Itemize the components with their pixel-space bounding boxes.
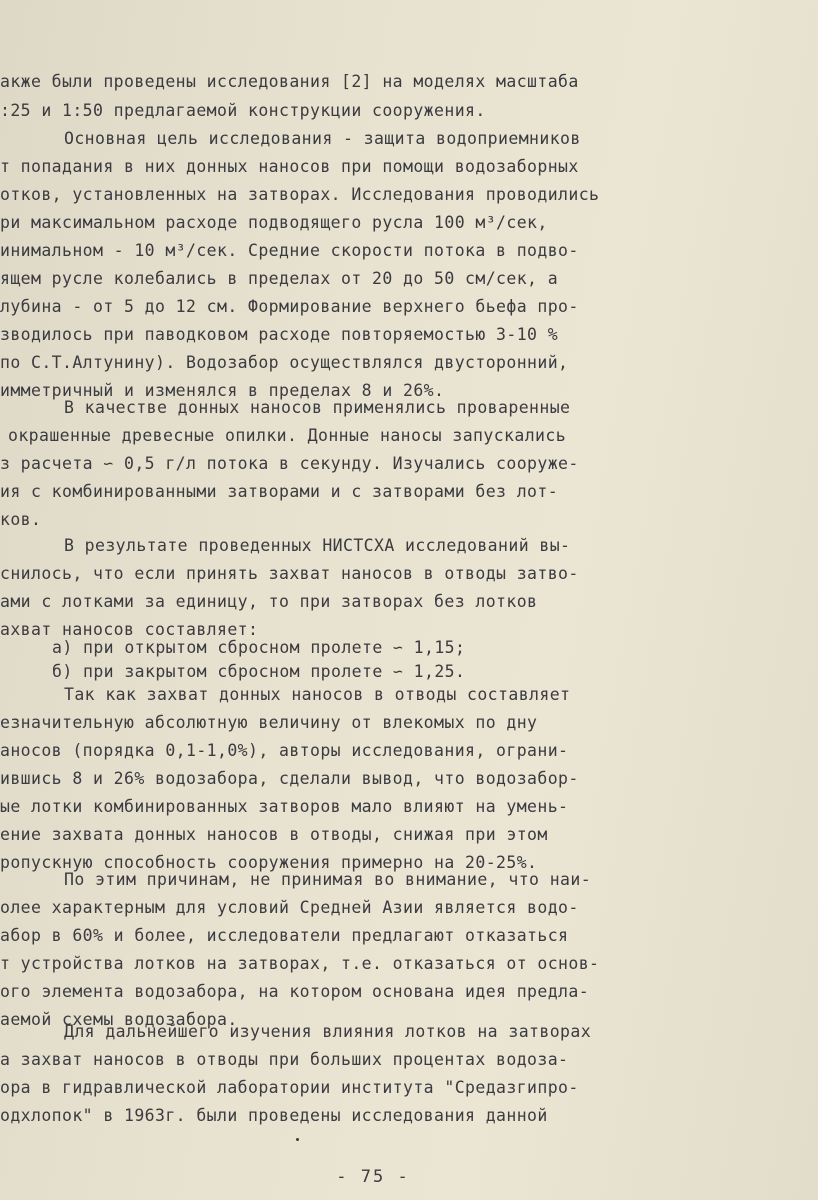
text-line: ого элемента водозабора, на котором основана идея предла- xyxy=(0,982,590,1001)
text-line: езначительную абсолютную величину от влекомых по дну xyxy=(0,713,538,732)
text-line: ропускную способность сооружения примерно на 20-25%. xyxy=(0,853,538,872)
text-line: :25 и 1:50 предлагаемой конструкции сооружения. xyxy=(0,101,486,120)
text-line: абор в 60% и более, исследователи предлагают отказаться xyxy=(0,926,569,945)
text-line: ами с лотками за единицу, то при затворах без лотков xyxy=(0,592,538,611)
text-line: ящем русле колебались в пределах от 20 до 50 см/сек, а xyxy=(0,269,559,288)
text-line: зводилось при паводковом расходе повторяемостью 3-10 % xyxy=(0,325,559,344)
text-line: Основная цель исследования - защита водоприемников xyxy=(64,129,581,148)
text-line: акже были проведены исследования [2] на моделях масштаба xyxy=(0,72,579,91)
text-line: а захват наносов в отводы при больших процентах водоза- xyxy=(0,1050,569,1069)
text-line: Так как захват донных наносов в отводы составляет xyxy=(64,685,571,704)
text-line: инимальном - 10 м³/сек. Средние скорости потока в подво- xyxy=(0,241,579,260)
text-line: аносов (порядка 0,1-1,0%), авторы исследования, ограни- xyxy=(0,741,569,760)
text-line: ков. xyxy=(0,510,42,529)
text-line: одхлопок" в 1963г. были проведены исследования данной xyxy=(0,1106,548,1125)
text-line: ия с комбинированными затворами и с затворами без лот- xyxy=(0,482,559,501)
text-line: ахват наносов составляет: xyxy=(0,620,259,639)
text-line: олее характерным для условий Средней Азии является водо- xyxy=(0,898,579,917)
text-line: окрашенные древесные опилки. Донные наносы запускались xyxy=(8,426,567,445)
text-line: В результате проведенных НИСТСХА исследований вы- xyxy=(64,536,571,555)
text-line: ора в гидравлической лаборатории института "Средазгипро- xyxy=(0,1078,579,1097)
text-line: ые лотки комбинированных затворов мало влияют на умень- xyxy=(0,797,569,816)
text-line: аемой схемы водозабора. xyxy=(0,1010,238,1029)
list-item: б) при закрытом сбросном пролете ∽ 1,25. xyxy=(52,662,466,681)
text-line: отков, установленных на затворах. Исследования проводились xyxy=(0,185,600,204)
text-line: снилось, что если принять захват наносов в отводы затво- xyxy=(0,564,579,583)
page-number: - 75 - xyxy=(336,1167,410,1187)
text-line: ри максимальном расходе подводящего русла 100 м³/сек, xyxy=(0,213,548,232)
list-item: а) при открытом сбросном пролете ∽ 1,15; xyxy=(52,638,466,657)
text-line: По этим причинам, не принимая во внимание, что наи- xyxy=(64,870,592,889)
text-line: т устройства лотков на затворах, т.е. отказаться от основ- xyxy=(0,954,600,973)
text-line: ившись 8 и 26% водозабора, сделали вывод, что водозабор- xyxy=(0,769,579,788)
text-line: Для дальнейшего изучения влияния лотков на затворах xyxy=(64,1022,592,1041)
text-line: по С.Т.Алтунину). Водозабор осуществлялся двусторонний, xyxy=(0,353,569,372)
text-line: ение захвата донных наносов в отводы, снижая при этом xyxy=(0,825,548,844)
text-line: т попадания в них донных наносов при помощи водозаборных xyxy=(0,157,579,176)
text-line: лубина - от 5 до 12 см. Формирование верхнего бьефа про- xyxy=(0,297,579,316)
ink-speck xyxy=(296,1138,299,1141)
text-line: имметричный и изменялся в пределах 8 и 26%. xyxy=(0,381,445,400)
text-line: В качестве донных наносов применялись проваренные xyxy=(64,398,571,417)
text-line: з расчета ∽ 0,5 г/л потока в секунду. Изучались сооруже- xyxy=(0,454,579,473)
